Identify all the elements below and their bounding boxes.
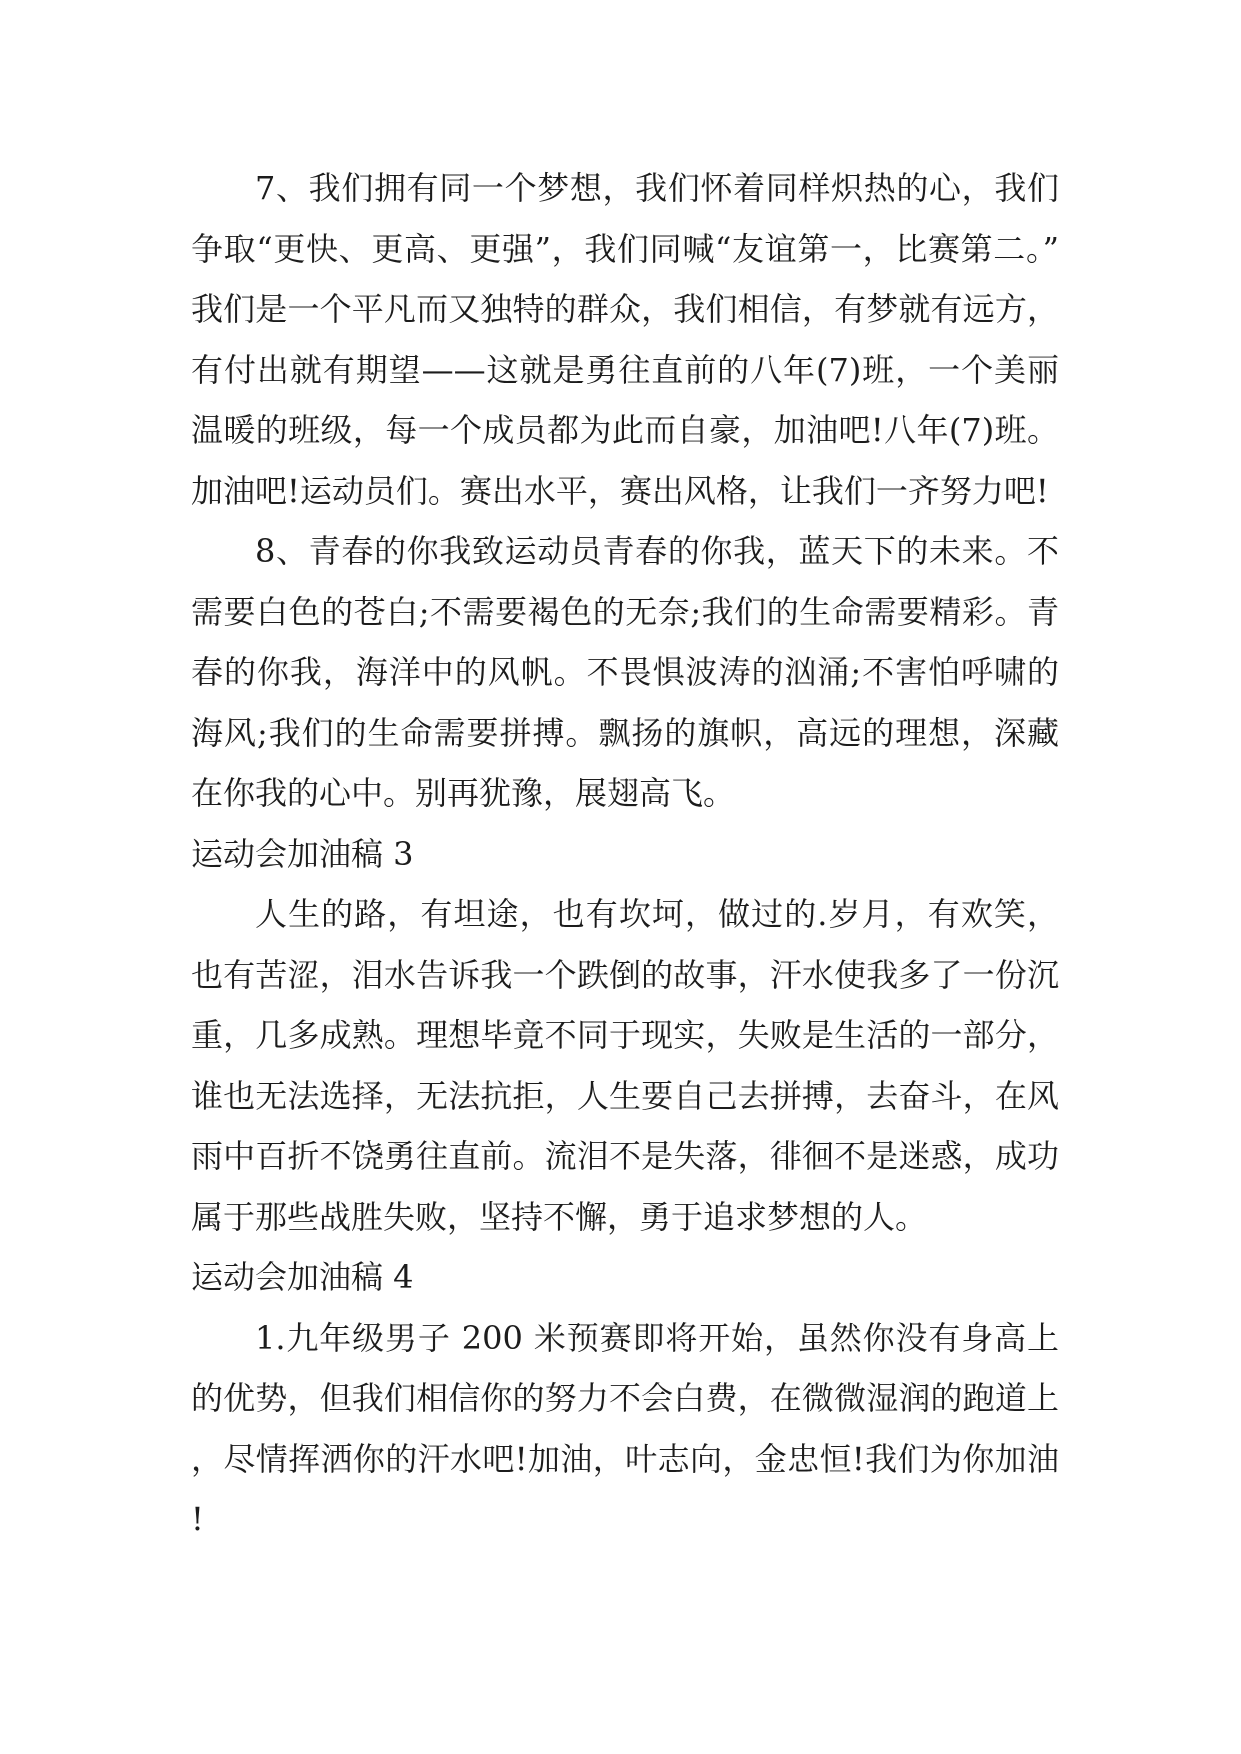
- paragraph-item-7: 7、我们拥有同一个梦想，我们怀着同样炽热的心，我们争取“更快、更高、更强”，我们同喊“友谊第一，比赛第二。”我们是一个平凡而又独特的群众，我们相信，有梦就有远方，有付出就有期望——这就是勇往直前的八年(7)班，一个美丽温暖的班级，每一个成员都为此而自豪，加油吧!八年(7)班。加油吧!运动员们。赛出水平，赛出风格，让我们一齐努力吧!: [191, 169, 1059, 510]
- paragraph-section-4-item-1: 1.九年级男子 200 米预赛即将开始，虽然你没有身高上的优势，但我们相信你的努力不会白费，在微微湿润的跑道上，尽情挥洒你的汗水吧!加油，叶志向，金忠恒!我们为你加油!: [191, 1318, 1059, 1538]
- paragraph-section-3: 人生的路，有坦途，也有坎坷，做过的.岁月，有欢笑，也有苦涩，泪水告诉我一个跌倒的故事，汗水使我多了一份沉重，几多成熟。理想毕竟不同于现实，失败是生活的一部分，谁也无法选择，无法抗拒，人生要自己去拼搏，去奋斗，在风雨中百折不饶勇往直前。流泪不是失落，徘徊不是迷惑，成功属于那些战胜失败，坚持不懈，勇于追求梦想的人。: [191, 895, 1059, 1236]
- paragraph-item-8: 8、青春的你我致运动员青春的你我，蓝天下的未来。不需要白色的苍白;不需要褐色的无奈;我们的生命需要精彩。青春的你我，海洋中的风帆。不畏惧波涛的汹涌;不害怕呼啸的海风;我们的生命需要拼搏。飘扬的旗帜，高远的理想，深藏在你我的心中。别再犹豫，展翅高飞。: [191, 532, 1059, 812]
- section-heading-3: 运动会加油稿 3: [191, 834, 414, 873]
- document-body: [191, 158, 1059, 1550]
- section-heading-4: 运动会加油稿 4: [191, 1258, 414, 1296]
